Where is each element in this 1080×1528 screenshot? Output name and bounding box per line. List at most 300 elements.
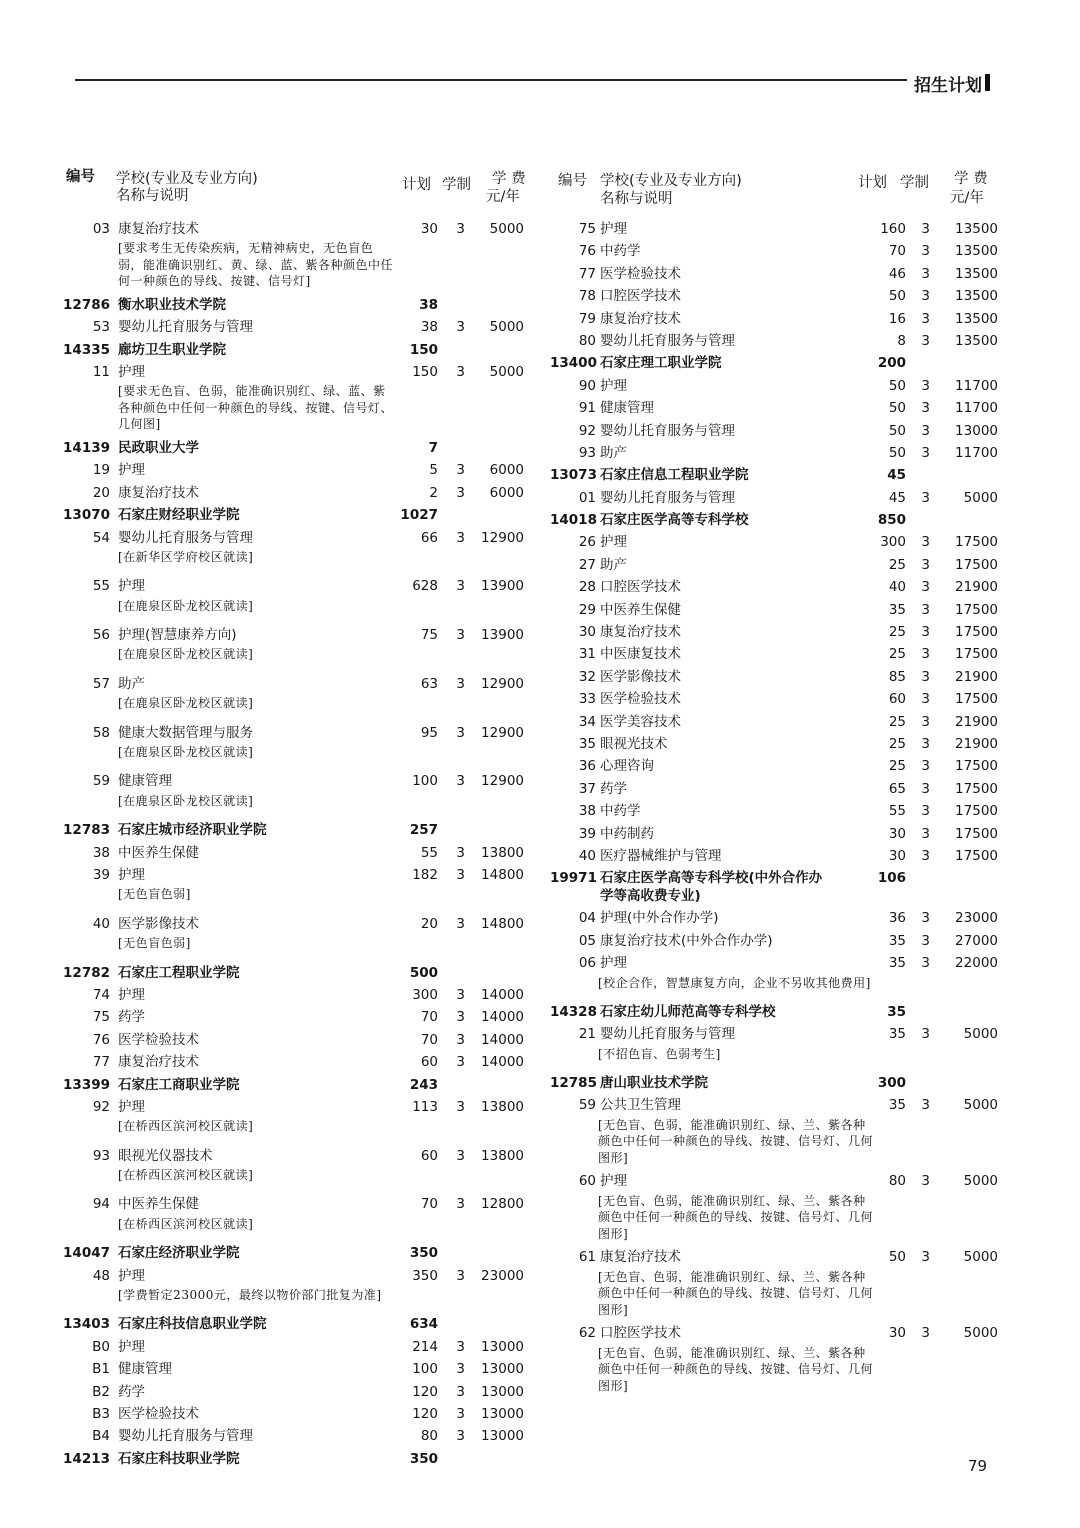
school-row (550, 352, 1020, 374)
major-code: 56 (92, 627, 110, 644)
years-value: 3 (921, 422, 930, 439)
fee-value: 17500 (955, 803, 998, 820)
fee-value: 12900 (481, 529, 524, 546)
plan-value: 50 (888, 400, 906, 417)
plan-value: 100 (412, 1361, 438, 1378)
major-row (550, 930, 1020, 952)
major-row (58, 1381, 528, 1403)
major-row (58, 984, 528, 1006)
major-code: 80 (578, 332, 596, 349)
school-row (58, 294, 528, 316)
school-code: 13399 (63, 1076, 110, 1093)
fee-value: 14000 (481, 1031, 524, 1048)
major-row (58, 1193, 528, 1215)
school-code: 14018 (550, 512, 597, 529)
major-name: 药学 (118, 1383, 145, 1400)
row-note: [在鹿泉区卧龙校区就读] (118, 696, 254, 711)
years-value: 3 (456, 986, 465, 1003)
major-row (58, 361, 528, 383)
row-note: [学费暂定23000元，最终以物价部门批复为准] (118, 1288, 382, 1303)
years-value: 3 (456, 1054, 465, 1071)
header-fee-unit: 元/年 (950, 190, 984, 206)
row-note: [要求无色盲、色弱，能准确识别红、绿、蓝、紫各种颜色中任何一种颜色的导线、按键、信号灯、几何图] (118, 384, 394, 432)
plan-value: 55 (420, 844, 438, 861)
major-row (550, 1246, 1020, 1268)
major-row (58, 1425, 528, 1447)
fee-value: 5000 (963, 1173, 998, 1190)
major-code: 19 (92, 462, 110, 479)
major-name: 康复治疗技术 (600, 310, 681, 327)
school-row (550, 867, 1020, 907)
fee-value: 5000 (489, 364, 524, 381)
major-row (550, 531, 1020, 553)
fee-value: 14800 (481, 866, 524, 883)
years-value: 3 (456, 578, 465, 595)
major-code: 34 (578, 713, 596, 730)
school-code: 13403 (63, 1316, 110, 1333)
major-code: 92 (578, 422, 596, 439)
fee-value: 6000 (489, 462, 524, 479)
major-name: 婴幼儿托育服务与管理 (600, 332, 735, 349)
school-name: 廊坊卫生职业学院 (118, 341, 226, 358)
row-note: [要求考生无传染疾病，无精神病史，无色盲色弱，能准确识别红、黄、绿、蓝、紫各种颜色中任何一种颜色的导线、按键、信号灯] (118, 241, 394, 289)
years-value: 3 (921, 601, 930, 618)
major-row (550, 711, 1020, 733)
major-code: 38 (92, 844, 110, 861)
school-row (58, 1448, 528, 1470)
major-row (550, 487, 1020, 509)
major-row (550, 643, 1020, 665)
major-row (58, 673, 528, 695)
major-code: 93 (92, 1147, 110, 1164)
fee-value: 13800 (481, 1147, 524, 1164)
years-value: 3 (921, 556, 930, 573)
years-value: 3 (921, 579, 930, 596)
major-code: 92 (92, 1098, 110, 1115)
major-name: 婴幼儿托育服务与管理 (600, 422, 735, 439)
years-value: 3 (921, 713, 930, 730)
fee-value: 5000 (963, 1026, 998, 1043)
fee-value: 17500 (955, 847, 998, 864)
years-value: 3 (921, 847, 930, 864)
major-row (550, 688, 1020, 710)
row-note: [在鹿泉区卧龙校区就读] (118, 745, 254, 760)
major-code: 61 (578, 1249, 596, 1266)
years-value: 3 (921, 624, 930, 641)
school-name: 石家庄信息工程职业学院 (600, 467, 749, 484)
years-value: 3 (921, 1325, 930, 1342)
major-row (58, 1145, 528, 1167)
school-name: 石家庄经济职业学院 (118, 1245, 240, 1262)
major-name: 康复治疗技术(中外合作办学) (600, 932, 773, 949)
major-name: 护理 (118, 986, 145, 1003)
plan-value: 5 (429, 462, 438, 479)
major-code: 11 (92, 364, 110, 381)
major-name: 口腔医学技术 (600, 579, 681, 596)
fee-value: 5000 (963, 489, 998, 506)
fee-value: 21900 (955, 579, 998, 596)
header-code: 编号 (558, 173, 587, 189)
major-code: 04 (578, 910, 596, 927)
fee-value: 17500 (955, 758, 998, 775)
plan-value: 300 (880, 534, 906, 551)
years-value: 3 (921, 932, 930, 949)
major-row (550, 952, 1020, 974)
plan-value: 182 (412, 866, 438, 883)
major-name: 护理 (600, 221, 627, 237)
plan-value: 1027 (400, 507, 438, 524)
years-value: 3 (921, 758, 930, 775)
major-name: 助产 (600, 444, 627, 461)
header-fee: 学 费 (954, 171, 988, 187)
years-value: 3 (456, 319, 465, 336)
fee-value: 11700 (955, 444, 998, 461)
plan-value: 70 (420, 1009, 438, 1026)
years-value: 3 (456, 1405, 465, 1422)
major-row (550, 308, 1020, 330)
years-value: 3 (456, 627, 465, 644)
major-row (58, 1265, 528, 1287)
plan-value: 75 (420, 627, 438, 644)
fee-value: 23000 (481, 1267, 524, 1284)
fee-value: 17500 (955, 691, 998, 708)
school-name: 石家庄医学高等专科学校 (600, 512, 749, 529)
fee-value: 17500 (955, 534, 998, 551)
header-fee-unit: 元/年 (486, 189, 520, 205)
header-school-sub: 名称与说明 (600, 191, 673, 207)
major-name: 药学 (118, 1009, 145, 1026)
major-name: 护理 (600, 1173, 627, 1190)
fee-value: 13000 (955, 422, 998, 439)
fee-value: 13000 (481, 1338, 524, 1355)
major-name: 公共卫生管理 (600, 1097, 681, 1114)
major-name: 婴幼儿托育服务与管理 (600, 489, 735, 506)
plan-value: 36 (888, 910, 906, 927)
plan-value: 35 (888, 1097, 906, 1114)
fee-value: 13500 (955, 243, 998, 260)
major-row (58, 842, 528, 864)
plan-value: 106 (877, 870, 906, 887)
major-name: 健康管理 (118, 1361, 172, 1378)
plan-value: 25 (888, 735, 906, 752)
fee-value: 17500 (955, 624, 998, 641)
major-row (58, 722, 528, 744)
major-code: 60 (578, 1173, 596, 1190)
years-value: 3 (456, 915, 465, 932)
plan-value: 45 (887, 467, 906, 484)
header-code: 编号 (66, 169, 95, 185)
major-name: 护理 (118, 462, 145, 479)
major-name: 婴幼儿托育服务与管理 (118, 529, 253, 546)
plan-value: 45 (888, 489, 906, 506)
major-name: 护理 (118, 1267, 145, 1284)
major-name: 中药学 (600, 803, 641, 820)
school-name: 石家庄科技信息职业学院 (118, 1316, 267, 1333)
major-name: 护理 (118, 578, 145, 595)
fee-value: 17500 (955, 601, 998, 618)
plan-value: 200 (877, 355, 906, 372)
major-name: 口腔医学技术 (600, 1325, 681, 1342)
plan-value: 25 (888, 556, 906, 573)
major-row (58, 1096, 528, 1118)
major-row (58, 1403, 528, 1425)
major-code: 21 (578, 1026, 596, 1043)
major-row (550, 778, 1020, 800)
plan-value: 35 (887, 1003, 906, 1020)
fee-value: 21900 (955, 713, 998, 730)
major-name: 康复治疗技术 (118, 221, 199, 237)
major-code: 27 (578, 556, 596, 573)
plan-value: 214 (412, 1338, 438, 1355)
plan-value: 113 (412, 1098, 438, 1115)
major-code: 62 (578, 1325, 596, 1342)
major-name: 婴幼儿托育服务与管理 (118, 319, 253, 336)
major-row (550, 755, 1020, 777)
fee-value: 5000 (963, 1249, 998, 1266)
major-row (550, 800, 1020, 822)
major-row (550, 907, 1020, 929)
column-header (58, 168, 528, 218)
page-number: 79 (968, 1457, 988, 1475)
years-value: 3 (456, 221, 465, 237)
school-code: 12786 (63, 296, 110, 313)
years-value: 3 (456, 866, 465, 883)
column-left (58, 168, 528, 1470)
major-name: 眼视光技术 (600, 735, 668, 752)
fee-value: 13500 (955, 288, 998, 305)
plan-value: 100 (412, 773, 438, 790)
fee-value: 14000 (481, 986, 524, 1003)
school-row (58, 1074, 528, 1096)
major-row (58, 864, 528, 886)
major-name: 护理 (118, 1098, 145, 1115)
plan-value: 55 (888, 803, 906, 820)
row-note: [校企合作，智慧康复方向，企业不另收其他费用] (598, 975, 871, 990)
major-row (550, 554, 1020, 576)
major-name: 医学检验技术 (118, 1031, 199, 1048)
major-code: 05 (578, 932, 596, 949)
fee-value: 17500 (955, 646, 998, 663)
major-code: 90 (578, 377, 596, 394)
fee-value: 6000 (489, 484, 524, 501)
major-code: B2 (92, 1383, 110, 1400)
years-value: 3 (456, 1196, 465, 1213)
major-code: 26 (578, 534, 596, 551)
plan-value: 60 (420, 1147, 438, 1164)
major-name: 护理 (600, 377, 627, 394)
major-name: 康复治疗技术 (600, 624, 681, 641)
fee-value: 11700 (955, 400, 998, 417)
fee-value: 17500 (955, 556, 998, 573)
major-row (58, 624, 528, 646)
fee-value: 21900 (955, 668, 998, 685)
major-row (550, 733, 1020, 755)
header-school-sub: 名称与说明 (116, 188, 189, 204)
years-value: 3 (921, 310, 930, 327)
plan-value: 300 (412, 986, 438, 1003)
plan-value: 150 (412, 364, 438, 381)
plan-value: 35 (888, 1026, 906, 1043)
major-code: 78 (578, 288, 596, 305)
row-note: [在鹿泉区卧龙校区就读] (118, 647, 254, 662)
header-school: 学校(专业及专业方向) (116, 171, 258, 187)
major-name: 护理 (118, 364, 145, 381)
school-row (550, 509, 1020, 531)
fee-value: 13000 (481, 1361, 524, 1378)
plan-value: 25 (888, 624, 906, 641)
years-value: 3 (456, 724, 465, 741)
header-school: 学校(专业及专业方向) (600, 173, 742, 189)
major-row (58, 459, 528, 481)
years-value: 3 (456, 675, 465, 692)
major-row (58, 1358, 528, 1380)
plan-value: 243 (409, 1076, 438, 1093)
school-name: 石家庄财经职业学院 (118, 507, 240, 524)
major-code: 74 (92, 986, 110, 1003)
years-value: 3 (921, 735, 930, 752)
major-row (550, 263, 1020, 285)
fee-value: 14000 (481, 1009, 524, 1026)
plan-value: 70 (420, 1196, 438, 1213)
school-code: 13070 (63, 507, 110, 524)
years-value: 3 (921, 646, 930, 663)
fee-value: 12900 (481, 675, 524, 692)
major-row (550, 599, 1020, 621)
plan-value: 20 (420, 915, 438, 932)
fee-value: 13500 (955, 310, 998, 327)
plan-value: 350 (409, 1450, 438, 1467)
major-name: 护理(智慧康养方向) (118, 627, 237, 644)
major-row (550, 330, 1020, 352)
fee-value: 13500 (955, 221, 998, 237)
years-value: 3 (921, 780, 930, 797)
major-code: B4 (92, 1428, 110, 1445)
school-row (58, 1242, 528, 1264)
fee-value: 17500 (955, 780, 998, 797)
plan-value: 257 (409, 822, 438, 839)
plan-value: 7 (428, 439, 438, 456)
header-years: 学制 (900, 175, 929, 191)
plan-value: 850 (877, 512, 906, 529)
school-row (58, 819, 528, 841)
major-row (550, 442, 1020, 464)
plan-value: 300 (877, 1075, 906, 1092)
school-code: 12783 (63, 822, 110, 839)
major-name: 助产 (600, 556, 627, 573)
plan-value: 350 (409, 1245, 438, 1262)
major-code: B3 (92, 1405, 110, 1422)
major-code: 36 (578, 758, 596, 775)
major-row (58, 527, 528, 549)
major-code: 28 (578, 579, 596, 596)
major-row (550, 621, 1020, 643)
row-note: [无色盲、色弱，能准确识别红、绿、兰、紫各种颜色中任何一种颜色的导线、按键、信号灯、几何图形] (598, 1269, 874, 1317)
years-value: 3 (921, 1249, 930, 1266)
major-code: 48 (92, 1267, 110, 1284)
plan-value: 50 (888, 377, 906, 394)
years-value: 3 (456, 529, 465, 546)
major-code: 77 (92, 1054, 110, 1071)
years-value: 3 (456, 1338, 465, 1355)
plan-value: 38 (419, 296, 438, 313)
major-name: 医疗器械维护与管理 (600, 847, 722, 864)
years-value: 3 (921, 534, 930, 551)
header-fee: 学 费 (492, 171, 526, 187)
major-row (550, 285, 1020, 307)
fee-value: 12800 (481, 1196, 524, 1213)
fee-value: 13800 (481, 844, 524, 861)
major-name: 护理(中外合作办学) (600, 910, 719, 927)
major-name: 药学 (600, 780, 627, 797)
major-row (58, 1006, 528, 1028)
fee-value: 14000 (481, 1054, 524, 1071)
major-code: 01 (578, 489, 596, 506)
major-row (58, 575, 528, 597)
school-code: 12782 (63, 964, 110, 981)
row-note: [不招色盲、色弱考生] (598, 1046, 721, 1061)
major-row (58, 770, 528, 792)
major-code: 37 (578, 780, 596, 797)
major-row (550, 845, 1020, 867)
plan-value: 30 (888, 847, 906, 864)
row-note: [在桥西区滨河校区就读] (118, 1168, 254, 1183)
plan-value: 80 (420, 1428, 438, 1445)
major-name: 医学影像技术 (118, 915, 199, 932)
major-name: 中药学 (600, 243, 641, 260)
years-value: 3 (456, 1361, 465, 1378)
plan-value: 46 (888, 265, 906, 282)
plan-value: 50 (888, 1249, 906, 1266)
plan-value: 35 (888, 601, 906, 618)
years-value: 3 (921, 243, 930, 260)
major-code: B0 (92, 1338, 110, 1355)
row-note: [在鹿泉区卧龙校区就读] (118, 598, 254, 613)
years-value: 3 (921, 489, 930, 506)
major-row (550, 1094, 1020, 1116)
fee-value: 13000 (481, 1383, 524, 1400)
row-note: [在新华区学府校区就读] (118, 549, 254, 564)
plan-value: 25 (888, 713, 906, 730)
plan-value: 50 (888, 288, 906, 305)
plan-value: 500 (409, 964, 438, 981)
school-name: 民政职业大学 (118, 439, 199, 456)
years-value: 3 (921, 1173, 930, 1190)
plan-value: 8 (897, 332, 906, 349)
row-note: [在桥西区滨河校区就读] (118, 1216, 254, 1231)
major-name: 中医养生保健 (600, 601, 681, 618)
major-name: 医学检验技术 (600, 265, 681, 282)
plan-value: 65 (888, 780, 906, 797)
years-value: 3 (921, 1097, 930, 1114)
plan-value: 60 (420, 1054, 438, 1071)
plan-value: 70 (420, 1031, 438, 1048)
column-header (550, 168, 1020, 218)
major-code: 39 (92, 866, 110, 883)
row-note: [在鹿泉区卧龙校区就读] (118, 793, 254, 808)
school-row (58, 437, 528, 459)
major-name: 康复治疗技术 (600, 1249, 681, 1266)
major-code: 29 (578, 601, 596, 618)
major-name: 眼视光仪器技术 (118, 1147, 213, 1164)
years-value: 3 (456, 1147, 465, 1164)
major-row (58, 218, 528, 240)
plan-value: 120 (412, 1405, 438, 1422)
plan-value: 85 (888, 668, 906, 685)
fee-value: 5000 (489, 319, 524, 336)
school-name: 石家庄理工职业学院 (600, 355, 722, 372)
header-bar (985, 74, 990, 91)
plan-value: 30 (888, 1325, 906, 1342)
